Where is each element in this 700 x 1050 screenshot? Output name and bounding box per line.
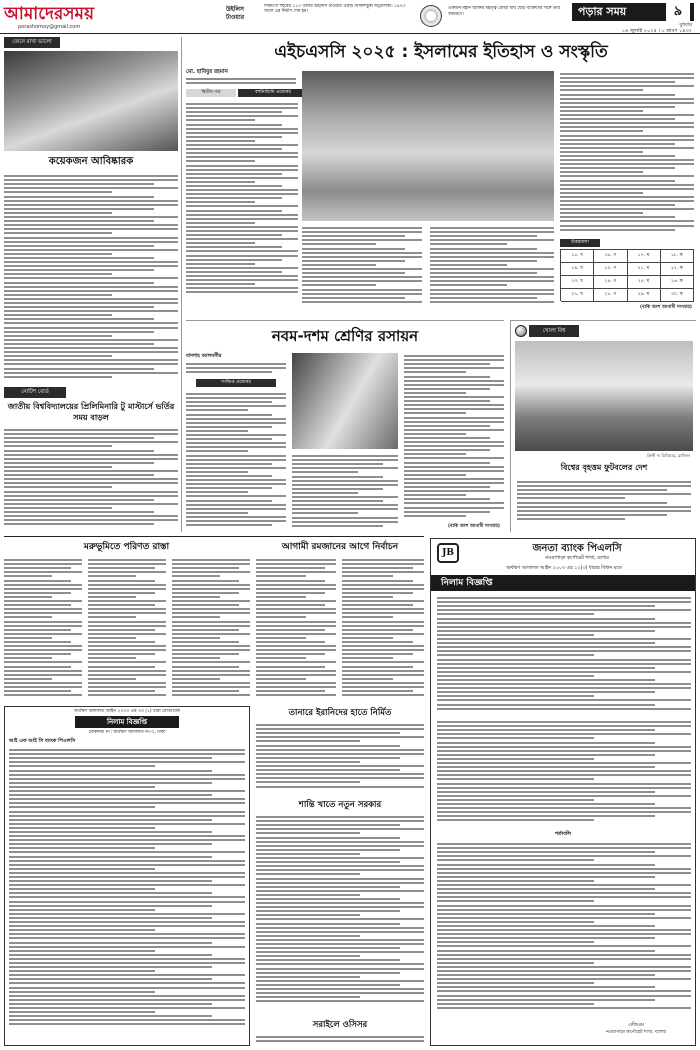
answer-key-table: [560, 249, 694, 301]
story1-col1: [4, 557, 82, 702]
auction-heading-line: অর্থঋণ আদালত আইন ২০০৩ এর ৩৩ (১) ধারা মোতাবেক: [74, 709, 180, 714]
story3-title: তানারে ইরানিদের হাতে নির্মিত: [288, 708, 392, 718]
middle-stories: [256, 706, 424, 1046]
quote-text: একজন মহান ব্যক্তির মহত্ত্ব বোঝা যায় ছোট ব্যক্তিদের সঙ্গে তার আচরণে।: [448, 6, 560, 17]
hsc-questions-col3: [430, 225, 554, 305]
answer-key-cell: ২৬. ক: [661, 276, 694, 289]
story1-title: মরুভূমিতে পরিণত রাস্তা: [83, 542, 170, 552]
chemistry-author-affiliation: [186, 361, 286, 375]
story1-col3: [172, 557, 250, 702]
janata-terms-header: শর্তাবলি: [554, 831, 572, 837]
email-address: porashomoy@gmail.com: [18, 24, 81, 30]
janata-signature-sub: নওয়াপাড়া কর্পোরেট শাখা, যশোর: [606, 1030, 666, 1035]
notice-board-header: নোটিশ বোর্ড: [4, 387, 66, 398]
janata-act-line: অর্থঋণ আদালত আইন ২০০৩ এর ১২(৩) ধারার বিধান মতে: [506, 566, 622, 571]
hsc-continued-note: (বাকি অংশ আগামী সংখ্যায়): [640, 305, 692, 310]
chemistry-questions-col1: [186, 391, 286, 529]
story5-body: [256, 1034, 424, 1044]
hsc-questions-col2: [302, 225, 422, 305]
story3-body: [256, 722, 424, 792]
quote-emblem-icon: [420, 5, 442, 27]
story4-body: [256, 814, 424, 1014]
chemistry-continued-note: (বাকি অংশ আগামী সংখ্যায়): [448, 524, 500, 529]
answer-key-cell: ১৫. খ: [561, 250, 594, 263]
story2-title: আগামী রমজানের আগে নির্বাচন: [281, 542, 399, 552]
open-world-section: [510, 320, 696, 532]
answer-key-cell: ২৮. গ: [594, 289, 627, 302]
page-number: ৯: [666, 3, 690, 21]
open-world-facts: [517, 479, 691, 529]
issue-date: ১৬ জুলাই ২০২৫ । ১ শ্রাবণ ১৪৩২: [621, 28, 692, 34]
open-world-header: খোলা বিশ্ব: [529, 325, 579, 337]
janata-branch: নওয়াপাড়া কর্পোরেট শাখা, যশোর: [545, 556, 609, 561]
auction-notice-left: [4, 706, 250, 1046]
chemistry-questions-col3: [404, 353, 504, 523]
auction-court: মোকদ্দমা নং: অর্থঋণ আদালত নং-৩, ঢাকা: [88, 730, 166, 735]
answer-key-cell: ২৩. খ: [561, 276, 594, 289]
answer-key-cell: ২১. ঘ: [628, 263, 661, 276]
answer-key-cell: ২৯. ঘ: [628, 289, 661, 302]
janata-signature-label: এজিএম: [628, 1023, 644, 1028]
hsc-section: [186, 37, 696, 317]
auction-title: নিলাম বিজ্ঞপ্তি: [75, 716, 179, 728]
quiz-text: শিকাগো শহরের ১১০ তলার উইলিস টাওয়ার একটি আকাশচুম্বী অট্টালিকা। ১৯৭৩ সালে এর নির্মাণ শেষ হয়।: [264, 4, 406, 15]
hsc-questions-col1: [186, 101, 298, 301]
christ-redeemer-photo: [515, 341, 693, 451]
answer-key-cell: ২৫. ঘ: [628, 276, 661, 289]
janata-terms: [437, 841, 691, 1019]
janata-bank-name: জনতা ব্যাংক পিএলসি: [532, 543, 622, 554]
lower-stories: [4, 536, 424, 704]
weekday: বুধবার: [679, 22, 692, 28]
notice-title: জাতীয় বিশ্ববিদ্যালয়ের প্রিলিমিনারি টু মাস্টার্সে ভর্তির সময় বাড়ল: [7, 402, 175, 422]
newspaper-logo: আমাদেরসময়: [4, 4, 94, 24]
left-column-header: জেনে রাখা ভালো: [4, 37, 60, 48]
answer-key-cell: ২৭. খ: [561, 289, 594, 302]
answer-key-cell: ৩০. ক: [661, 289, 694, 302]
quiz-label: উইলিস টাওয়ার: [226, 6, 244, 21]
story2-col2: [342, 557, 424, 702]
answer-key-cell: ১৭. ঘ: [628, 250, 661, 263]
hsc-section-label: বহুনির্বাচনি প্রশ্নোত্তর: [238, 89, 308, 97]
chemistry-author: বাদশাহ আলমগীর: [186, 353, 222, 359]
open-world-title: বিশ্বের বৃহত্তম ফুটবলের দেশ: [560, 463, 648, 472]
story4-title: শান্তি খাতে নতুন সরকার: [298, 800, 382, 810]
hsc-author: মো. হাবিবুর রহমান: [186, 69, 228, 75]
notice-body: [4, 427, 178, 527]
exam-hall-photo: [302, 71, 554, 221]
article-title: কয়েকজন আবিষ্কারক: [48, 156, 134, 167]
lab-students-photo: [292, 353, 398, 449]
story1-col2: [88, 557, 166, 702]
janata-logo-icon: JB: [437, 543, 459, 563]
chemistry-section-label: সংক্ষিপ্ত প্রশ্নোত্তর: [196, 379, 276, 387]
janata-intro: [437, 595, 691, 715]
janata-bank-notice: [430, 538, 696, 1046]
auction-body: [9, 747, 245, 1043]
janata-schedule: [437, 719, 691, 829]
chemistry-questions-col2: [292, 453, 398, 529]
janata-title: নিলাম বিজ্ঞপ্তি: [431, 575, 695, 591]
hsc-author-affiliation: [186, 76, 296, 86]
hsc-title: এইচএসসি ২০২৫ : ইসলামের ইতিহাস ও সংস্কৃতি: [274, 42, 608, 62]
section-title: পড়ার সময়: [578, 5, 627, 18]
answer-key-cell: ২৪. গ: [594, 276, 627, 289]
globe-icon: [515, 325, 527, 337]
hsc-questions-col4: [560, 71, 694, 237]
answer-key-cell: ১৬. গ: [594, 250, 627, 263]
inventors-illustration: [4, 51, 178, 151]
chemistry-title: নবম-দশম শ্রেণির রসায়ন: [271, 327, 419, 345]
section-box: [572, 3, 694, 21]
left-column: [4, 37, 182, 532]
answer-key-cell: ১৮. ক: [661, 250, 694, 263]
masthead: [0, 0, 700, 34]
answer-key-label: উত্তরমালা: [560, 239, 600, 247]
story5-title: সরাইলে ওসিসর: [312, 1020, 368, 1030]
answer-key-cell: ২০. গ: [594, 263, 627, 276]
answer-key-cell: ১৯. খ: [561, 263, 594, 276]
article-body: [4, 173, 178, 383]
hsc-paper-label: দ্বিতীয় পত্র: [186, 89, 236, 97]
auction-bank: আই এফ আই সি ব্যাংক পিএলসি: [9, 738, 76, 744]
story2-col1: [256, 557, 336, 702]
photo-caption: ক্রিস্ট দ্য রিডিমার, ব্রাজিল: [646, 453, 690, 458]
answer-key-cell: ২২. ক: [661, 263, 694, 276]
chemistry-section: [186, 320, 504, 532]
